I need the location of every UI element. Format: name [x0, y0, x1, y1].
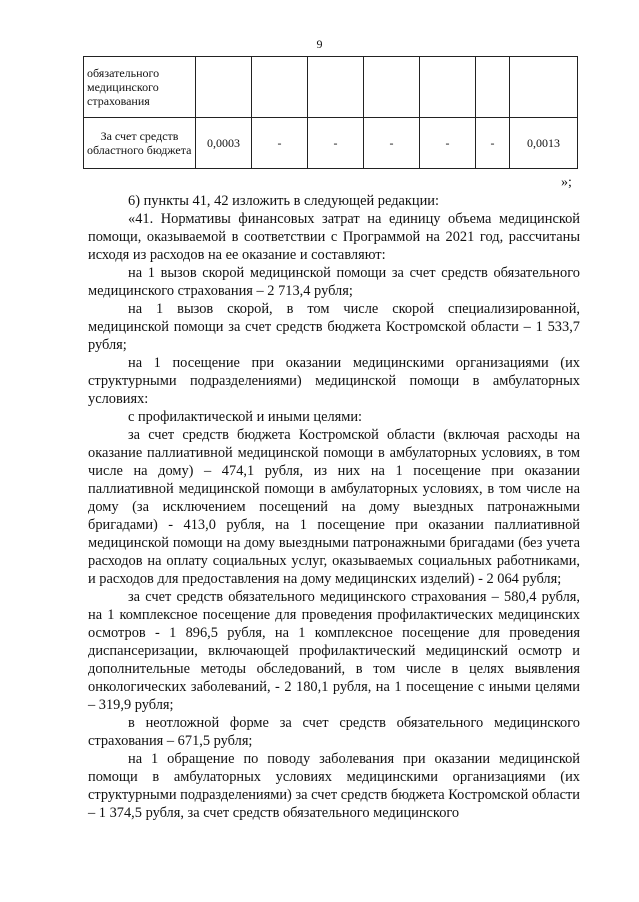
- table-cell: 0,0003: [196, 118, 252, 169]
- paragraph: на 1 обращение по поводу заболевания при оказании медицинской помощи в амбулаторных условиях медицинскими организациями (их структурными подразделениями) за счет средств бюджета Костромской области – 1 374,5 рубля, за счет средств обязательного медицинского: [88, 751, 580, 821]
- table-cell: 0,0013: [510, 118, 578, 169]
- table-cell: -: [308, 118, 364, 169]
- table-cell: [252, 57, 308, 118]
- table-cell: -: [364, 118, 420, 169]
- paragraph: за счет средств бюджета Костромской области (включая расходы на оказание паллиативной медицинской помощи в амбулаторных условиях, в том числе на дому) – 474,1 рубля, из них на 1 посещение при оказании паллиативной медицинской помощи в амбулаторных условиях, в том числе на дому (за исключением посещений на дому выездных патронажными бригадами) - 413,0 рубля, на 1 посещение при оказании паллиативной медицинской помощи на дому выездными патронажными бригадами (без учета расходов на оплату социальных услуг, оказываемых социальных работниками, и расходов для предоставления на дому медицинских изделий) - 2 064 рубля;: [88, 427, 580, 587]
- table-cell: За счет средств областного бюджета: [84, 118, 196, 169]
- paragraph: с профилактической и иными целями:: [128, 409, 363, 425]
- table-cell: обязательного медицинского страхования: [84, 57, 196, 118]
- paragraph: 6) пункты 41, 42 изложить в следующей редакции:: [128, 193, 439, 209]
- table-cell: [476, 57, 510, 118]
- document-body: [88, 192, 580, 822]
- paragraph: на 1 посещение при оказании медицинскими организациями (их структурными подразделениями) медицинской помощи в амбулаторных условиях:: [88, 355, 580, 407]
- table-cell: [510, 57, 578, 118]
- paragraph: за счет средств обязательного медицинского страхования – 580,4 рубля, на 1 комплексное посещение для проведения профилактических медицинских осмотров - 1 896,5 рубля, на 1 комплексное посещение для проведения диспансеризации, включающей профилактический медицинский осмотр и дополнительные методы обследований, в том числе в целях выявления онкологических заболеваний, - 2 180,1 рубля, на 1 посещение с иными целями – 319,9 рубля;: [88, 589, 580, 713]
- table-row: [84, 57, 578, 118]
- table-cell: -: [476, 118, 510, 169]
- table-cell: [196, 57, 252, 118]
- table-cell: [420, 57, 476, 118]
- table-cell: [308, 57, 364, 118]
- closing-quote: »;: [561, 175, 572, 190]
- financing-table: [83, 56, 578, 169]
- table-row: [84, 118, 578, 169]
- page-number: 9: [316, 37, 323, 51]
- table-cell: [364, 57, 420, 118]
- paragraph: на 1 вызов скорой, в том числе скорой специализированной, медицинской помощи за счет средств бюджета Костромской области – 1 533,7 рубля;: [88, 301, 580, 353]
- paragraph: на 1 вызов скорой медицинской помощи за счет средств обязательного медицинского страхования – 2 713,4 рубля;: [88, 265, 580, 299]
- paragraph: в неотложной форме за счет средств обязательного медицинского страхования – 671,5 рубля;: [88, 715, 580, 749]
- paragraph: «41. Нормативы финансовых затрат на единицу объема медицинской помощи, оказываемой в соответствии с Программой на 2021 год, рассчитаны исходя из расходов на ее оказание и составляют:: [88, 211, 580, 263]
- table-cell: -: [252, 118, 308, 169]
- table-cell: -: [420, 118, 476, 169]
